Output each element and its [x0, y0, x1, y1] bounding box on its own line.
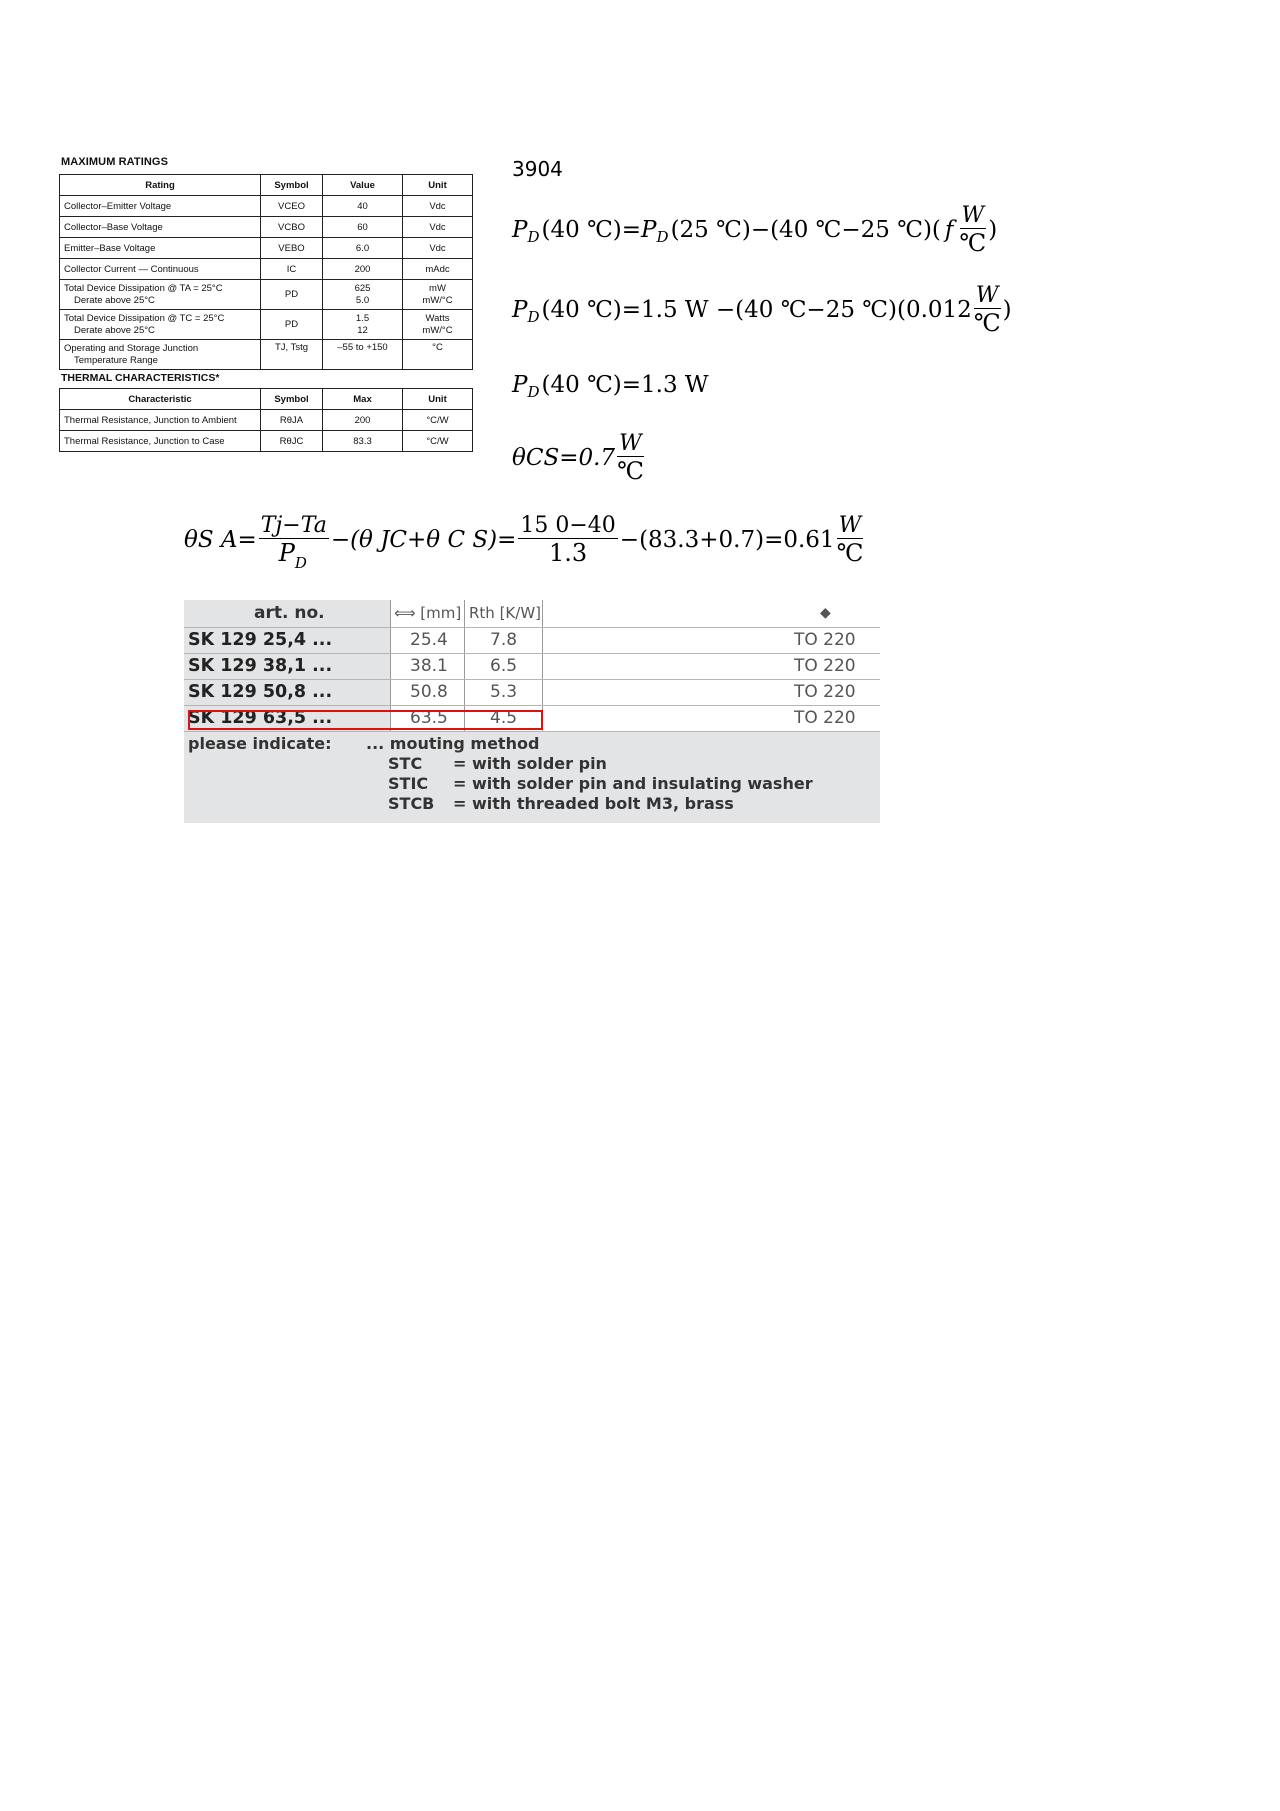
- symbol-cell: VCEO: [261, 196, 323, 217]
- table-row: [60, 196, 473, 217]
- rth-cell: 5.3: [490, 682, 518, 702]
- package-cell: TO 220: [794, 656, 856, 676]
- eq-subscript: D: [656, 228, 669, 246]
- rth-cell: 7.8: [490, 630, 518, 650]
- unit-cell: [403, 310, 473, 340]
- fraction-numerator: W: [838, 513, 862, 538]
- option-desc: = with solder pin and insulating washer: [453, 774, 813, 793]
- symbol-cell: VEBO: [261, 238, 323, 259]
- fraction-denominator: ℃: [617, 457, 644, 485]
- fraction-denominator: 1.3: [549, 539, 588, 567]
- eq-subscript: D: [527, 228, 540, 246]
- equation-theta-cs: [512, 433, 646, 483]
- eq-fraction: [974, 285, 1001, 335]
- table-row: [60, 340, 473, 370]
- eq-symbol: P: [278, 539, 295, 567]
- equation-pd-numeric: [512, 285, 1012, 335]
- eq-text: (40 ℃)=1.3 W: [541, 372, 709, 398]
- package-cell: TO 220: [794, 630, 856, 650]
- symbol-cell: PD: [261, 280, 323, 310]
- header-max: Max: [323, 389, 403, 410]
- eq-subscript: D: [527, 308, 540, 326]
- eq-symbol: P: [641, 217, 657, 243]
- art-no-cell: SK 129 63,5 ...: [188, 708, 333, 728]
- characteristic-cell: Thermal Resistance, Junction to Case: [60, 431, 261, 452]
- table-row: [60, 410, 473, 431]
- length-cell: 38.1: [410, 656, 448, 676]
- table-row: [60, 280, 473, 310]
- eq-text: −(83.3+0.7)=0.61: [619, 527, 835, 553]
- symbol-cell: TJ, Tstg: [261, 340, 323, 370]
- eq-symbol: P: [512, 372, 528, 398]
- rating-line-2: Temperature Range: [74, 354, 158, 366]
- fraction-numerator: W: [961, 203, 985, 228]
- art-no-cell: SK 129 50,8 ...: [188, 682, 333, 702]
- package-cell: TO 220: [794, 682, 856, 702]
- max-ratings-table: [59, 174, 473, 370]
- max-ratings-title: MAXIMUM RATINGS: [61, 156, 169, 168]
- value-cell: –55 to +150: [323, 340, 403, 370]
- rth-cell: 4.5: [490, 708, 518, 728]
- fraction-numerator: W: [975, 283, 999, 308]
- unit-line: Watts: [425, 312, 450, 324]
- header-length: ⟺ [mm]: [394, 604, 462, 622]
- art-no-cell: SK 129 25,4 ...: [188, 630, 333, 650]
- unit-cell: Vdc: [403, 196, 473, 217]
- length-cell: 50.8: [410, 682, 448, 702]
- option-desc: = with solder pin: [453, 754, 607, 773]
- rating-cell: [60, 280, 261, 310]
- header-art-no: art. no.: [254, 603, 325, 623]
- eq-text: (40 ℃)=: [541, 217, 642, 243]
- fraction-denominator: ℃: [836, 539, 864, 567]
- option-desc: = with threaded bolt M3, brass: [453, 794, 734, 813]
- eq-text: ): [1002, 297, 1012, 323]
- rating-cell: Collector–Emitter Voltage: [60, 196, 261, 217]
- rating-cell: Emitter–Base Voltage: [60, 238, 261, 259]
- rth-cell: 6.5: [490, 656, 518, 676]
- value-cell: 60: [323, 217, 403, 238]
- fraction-denominator: ℃: [973, 309, 1001, 337]
- header-rating: Rating: [60, 175, 261, 196]
- unit-line: mW: [429, 282, 446, 294]
- part-number-label: 3904: [512, 157, 563, 181]
- eq-subscript: D: [527, 383, 540, 401]
- table-row: [60, 217, 473, 238]
- length-cell: 63.5: [410, 708, 448, 728]
- table-row: [184, 627, 880, 653]
- symbol-cell: RθJC: [261, 431, 323, 452]
- table-row: [184, 653, 880, 679]
- option-code: STIC: [388, 774, 429, 793]
- eq-text: θS A=: [184, 527, 257, 553]
- eq-text: −(θ JC+θ C S)=: [330, 527, 517, 553]
- unit-line-2: mW/°C: [422, 324, 453, 336]
- art-no-cell: SK 129 38,1 ...: [188, 656, 333, 676]
- value-line-2: 5.0: [355, 294, 370, 306]
- symbol-cell: RθJA: [261, 410, 323, 431]
- fraction-numerator: 15 0−40: [520, 513, 616, 538]
- equation-pd-derating: [512, 205, 997, 255]
- header-rth: Rth [K/W]: [469, 604, 542, 622]
- eq-symbol: P: [512, 297, 528, 323]
- fraction-denominator: [278, 539, 309, 572]
- option-code: STC: [388, 754, 423, 773]
- eq-fraction: [518, 515, 617, 565]
- symbol-cell: PD: [261, 310, 323, 340]
- table-row: [60, 431, 473, 452]
- value-cell: 6.0: [323, 238, 403, 259]
- symbol-cell: VCBO: [261, 217, 323, 238]
- value-line: 1.5: [355, 312, 370, 324]
- note-heading: ... mouting method: [366, 734, 540, 753]
- thermal-title: THERMAL CHARACTERISTICS*: [61, 372, 220, 384]
- header-characteristic: Characteristic: [60, 389, 261, 410]
- unit-line-2: mW/°C: [422, 294, 453, 306]
- unit-cell: °C/W: [403, 431, 473, 452]
- table-header-row: [60, 175, 473, 196]
- eq-symbol: f: [944, 217, 954, 243]
- fraction-numerator: W: [619, 431, 642, 456]
- unit-cell: °C/W: [403, 410, 473, 431]
- max-cell: 83.3: [323, 431, 403, 452]
- unit-cell: Vdc: [403, 217, 473, 238]
- package-icon: ◆: [820, 605, 831, 621]
- unit-cell: [403, 280, 473, 310]
- note-label: please indicate:: [188, 734, 332, 753]
- header-unit: Unit: [403, 175, 473, 196]
- table-row: [60, 259, 473, 280]
- rating-cell: [60, 340, 261, 370]
- datasheet-excerpt: [55, 156, 471, 452]
- row-divider: [184, 731, 880, 732]
- eq-text: (25 ℃)−(40 ℃−25 ℃)(: [670, 217, 941, 243]
- value-cell: 40: [323, 196, 403, 217]
- value-cell: 200: [323, 259, 403, 280]
- length-cell: 25.4: [410, 630, 448, 650]
- rating-cell: Collector Current — Continuous: [60, 259, 261, 280]
- eq-fraction: [959, 205, 986, 255]
- eq-symbol: P: [512, 217, 528, 243]
- eq-text: θCS=0.7: [512, 445, 616, 471]
- rating-line-2: Derate above 25°C: [74, 294, 155, 306]
- rating-line-2: Derate above 25°C: [74, 324, 155, 336]
- equation-theta-sa: [184, 513, 865, 572]
- unit-cell: mAdc: [403, 259, 473, 280]
- rating-line: Operating and Storage Junction: [64, 342, 199, 354]
- characteristic-cell: Thermal Resistance, Junction to Ambient: [60, 410, 261, 431]
- option-code: STCB: [388, 794, 435, 813]
- max-cell: 200: [323, 410, 403, 431]
- eq-fraction: [259, 513, 329, 572]
- eq-text: ): [988, 217, 998, 243]
- header-value: Value: [323, 175, 403, 196]
- header-unit: Unit: [403, 389, 473, 410]
- header-symbol: Symbol: [261, 175, 323, 196]
- table-row: [60, 238, 473, 259]
- eq-subscript: D: [294, 554, 307, 572]
- table-row: [60, 310, 473, 340]
- value-cell: [323, 310, 403, 340]
- rating-cell: Collector–Base Voltage: [60, 217, 261, 238]
- rating-cell: [60, 310, 261, 340]
- heatsink-header-row: [184, 600, 880, 626]
- symbol-cell: IC: [261, 259, 323, 280]
- header-symbol: Symbol: [261, 389, 323, 410]
- eq-text: (40 ℃)=1.5 W −(40 ℃−25 ℃)(0.012: [541, 297, 972, 323]
- thermal-table: [59, 388, 473, 452]
- rating-line: Total Device Dissipation @ TA = 25°C: [64, 282, 223, 294]
- unit-cell: °C: [403, 340, 473, 370]
- package-cell: TO 220: [794, 708, 856, 728]
- value-line-2: 12: [357, 324, 368, 336]
- equation-pd-result: [512, 372, 709, 401]
- table-header-row: [60, 389, 473, 410]
- table-row: [184, 679, 880, 705]
- highlight-box: [188, 710, 543, 730]
- eq-fraction: [617, 433, 644, 483]
- fraction-numerator: Tj−Ta: [260, 513, 327, 538]
- eq-fraction: [837, 515, 864, 565]
- fraction-denominator: ℃: [959, 229, 987, 257]
- rating-line: Total Device Dissipation @ TC = 25°C: [64, 312, 225, 324]
- value-line: 625: [354, 282, 371, 294]
- value-cell: [323, 280, 403, 310]
- unit-cell: Vdc: [403, 238, 473, 259]
